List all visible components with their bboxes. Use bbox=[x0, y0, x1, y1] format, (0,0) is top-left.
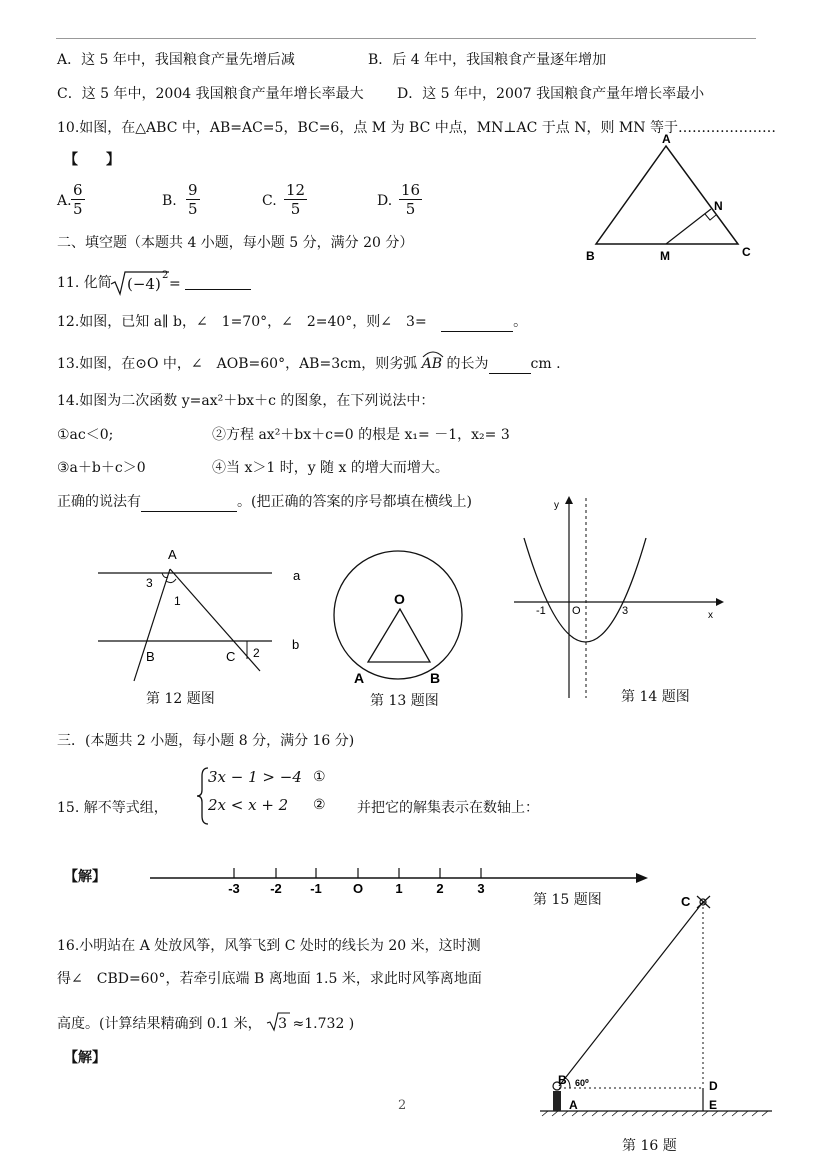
fig14-caption: 第 14 题图 bbox=[621, 689, 690, 705]
number-line-tick-label: 1 bbox=[395, 881, 403, 896]
q11-equals: = bbox=[169, 276, 181, 292]
q10-choice-c bbox=[262, 181, 322, 223]
q15-mark-2: ② bbox=[313, 797, 326, 813]
fig16-label-a: A bbox=[569, 1098, 578, 1112]
q12-end: 。 bbox=[513, 314, 528, 330]
denominator: 5 bbox=[73, 200, 83, 218]
q9-option-b: B．后 4 年中，我国粮食产量逐年增加 bbox=[368, 52, 607, 68]
q13-text bbox=[57, 355, 561, 374]
x-axis-arrow bbox=[716, 598, 724, 606]
q14-statement-3: ③a＋b＋c＞0 bbox=[57, 460, 146, 476]
numerator: 12 bbox=[286, 181, 306, 199]
q16-line-3-text: 高度。(计算结果精确到 0.1 米， bbox=[57, 1016, 262, 1032]
fraction bbox=[399, 181, 422, 218]
q11 bbox=[57, 270, 287, 296]
fig13-caption: 第 13 题图 bbox=[370, 693, 439, 709]
q11-exponent: 2 bbox=[162, 270, 169, 281]
q12-answer-blank[interactable] bbox=[441, 313, 513, 332]
angle-1-arc bbox=[166, 579, 176, 583]
fig12-label-a-line: a bbox=[293, 568, 301, 583]
fig16-label-d: D bbox=[709, 1079, 718, 1093]
q16-line-3 bbox=[57, 1015, 354, 1033]
fig14-label-y: y bbox=[554, 500, 559, 511]
q12-text bbox=[57, 313, 527, 332]
fig13-circle bbox=[330, 545, 480, 695]
numerator: 6 bbox=[73, 181, 83, 199]
q13-answer-blank[interactable] bbox=[489, 355, 531, 374]
q11-answer-blank[interactable] bbox=[185, 289, 251, 290]
fig14-label-3: 3 bbox=[622, 605, 629, 617]
number-line-tick-label: 3 bbox=[477, 881, 485, 896]
q9-option-d: D．这 5 年中，2007 我国粮食产量年增长率最小 bbox=[397, 86, 705, 102]
q15-prefix: 15. 解不等式组， bbox=[57, 800, 168, 816]
fig12-label-1: 1 bbox=[174, 594, 181, 608]
right-angle-mark bbox=[705, 214, 716, 220]
q14-stem: 14.如图为二次函数 y=ax²＋bx＋c 的图象，在下列说法中： bbox=[57, 393, 435, 409]
numerator: 9 bbox=[188, 181, 198, 199]
segment-mn bbox=[666, 209, 711, 244]
section-3-heading: 三．(本题共 2 小题，每小题 8 分，满分 16 分) bbox=[57, 733, 355, 749]
label-c: C bbox=[742, 245, 751, 259]
denominator: 5 bbox=[290, 200, 301, 218]
q14-answer-blank[interactable] bbox=[141, 493, 237, 512]
fig14-label-origin: O bbox=[572, 605, 581, 617]
q13-mid: 的长为 bbox=[446, 356, 489, 372]
fraction bbox=[186, 181, 200, 218]
denominator: 5 bbox=[188, 200, 198, 218]
q11-radicand: (−4) bbox=[127, 275, 161, 293]
q13-stem: 13.如图，在⊙O 中，∠ AOB=60°，AB=3cm，则劣弧 bbox=[57, 356, 418, 372]
fig12-label-b-point: B bbox=[146, 649, 155, 664]
triangle-abc bbox=[596, 146, 738, 244]
triangle-oab bbox=[368, 609, 430, 662]
page-number: 2 bbox=[398, 1098, 407, 1113]
q10-choice-b bbox=[162, 181, 222, 223]
fig12-parallel-lines bbox=[90, 545, 320, 705]
q14-answer-label: 正确的说法有 bbox=[57, 494, 141, 510]
q15-instruction: 并把它的解集表示在数轴上： bbox=[357, 800, 539, 816]
arc-mark bbox=[422, 350, 444, 358]
fig16-caption: 第 16 题 bbox=[622, 1138, 677, 1154]
number-line-arrow bbox=[636, 873, 648, 883]
q14-statement-1: ①ac＜0; bbox=[57, 427, 114, 443]
kite-string-bc bbox=[559, 902, 703, 1086]
q15-mark-1: ① bbox=[313, 769, 326, 785]
label-b: B bbox=[586, 249, 595, 263]
label-n: N bbox=[714, 199, 723, 213]
label-a: A bbox=[662, 132, 671, 146]
fraction bbox=[71, 181, 85, 218]
q16-line-1: 16.小明站在 A 处放风筝，风筝飞到 C 处时的线长为 20 米，这时测 bbox=[57, 938, 481, 954]
q9-option-c: C．这 5 年中，2004 我国粮食产量年增长率最大 bbox=[57, 86, 364, 102]
q15-inequality-2: 2x < x + 2 bbox=[208, 796, 289, 814]
q15-inequality-1: 3x − 1 > −4 bbox=[208, 768, 302, 786]
q10-choice-d bbox=[377, 181, 437, 223]
fig12-label-a-point: A bbox=[168, 547, 177, 562]
q16-sqrt bbox=[266, 1015, 288, 1033]
q14-answer-hint: 。(把正确的答案的序号都填在横线上) bbox=[237, 494, 472, 510]
q10-stem: 10.如图，在△ABC 中，AB=AC=5，BC=6，点 M 为 BC 中点，MN⊥AC 于点 N，则 MN 等于………………… bbox=[57, 120, 776, 136]
q16-solution-label: 【解】 bbox=[64, 1050, 106, 1066]
fig16-kite bbox=[540, 890, 780, 1130]
fig13-label-o: O bbox=[394, 591, 405, 607]
fig14-label-neg1: -1 bbox=[536, 605, 546, 617]
fig16-label-b: B bbox=[558, 1073, 567, 1087]
kite-shape bbox=[697, 896, 710, 908]
fig16-label-c: C bbox=[681, 894, 691, 909]
numerator: 16 bbox=[401, 181, 421, 199]
q16-sqrt-value: 3 bbox=[278, 1016, 288, 1032]
fig14-parabola bbox=[510, 490, 730, 700]
number-line-tick-label: -3 bbox=[228, 881, 240, 896]
q16-approx: ≈1.732 ) bbox=[292, 1016, 355, 1032]
fig13-label-b: B bbox=[430, 670, 441, 686]
section-2-heading: 二、填空题（本题共 4 小题，每小题 5 分，满分 20 分） bbox=[57, 235, 414, 251]
fig12-label-c-point: C bbox=[226, 649, 236, 664]
label-m: M bbox=[660, 249, 670, 263]
q16-line-2: 得∠ CBD=60°，若牵引底端 B 离地面 1.5 米，求此时风筝离地面 bbox=[57, 971, 482, 987]
q10-answer-bracket: 【 】 bbox=[64, 152, 120, 168]
q14-statement-2: ②方程 ax²＋bx＋c=0 的根是 x₁= －1，x₂= 3 bbox=[212, 427, 510, 443]
choice-letter: C. bbox=[262, 193, 277, 209]
number-line-tick-label: 2 bbox=[436, 881, 444, 896]
q12-stem: 12.如图，已知 a∥ b，∠ 1=70°，∠ 2=40°，则∠ 3= bbox=[57, 314, 427, 330]
q10-triangle-figure bbox=[580, 134, 780, 274]
top-rule bbox=[56, 38, 756, 39]
q10-choice-a bbox=[57, 181, 117, 223]
fig12-label-3: 3 bbox=[146, 576, 153, 590]
q9-option-a: A．这 5 年中，我国粮食产量先增后减 bbox=[57, 52, 295, 68]
fraction bbox=[284, 181, 307, 218]
number-line-tick-label: -1 bbox=[310, 881, 322, 896]
choice-letter: A. bbox=[57, 193, 72, 209]
choice-letter: D. bbox=[377, 193, 393, 209]
y-axis-arrow bbox=[565, 496, 573, 504]
fig13-label-a: A bbox=[354, 670, 365, 686]
q13-arc-label: AB bbox=[421, 356, 443, 372]
fig12-caption: 第 12 题图 bbox=[146, 691, 215, 707]
parabola-curve bbox=[524, 538, 646, 642]
circle-o bbox=[334, 551, 462, 679]
number-line-tick-label: O bbox=[352, 881, 364, 896]
q14-answer-line bbox=[57, 493, 472, 512]
choice-letter: B. bbox=[162, 193, 177, 209]
q15-solution-label: 【解】 bbox=[64, 869, 106, 885]
fig16-label-e: E bbox=[709, 1098, 718, 1112]
fig14-label-x: x bbox=[708, 610, 713, 621]
fig12-label-2: 2 bbox=[253, 646, 260, 660]
q15-caption: 第 15 题图 bbox=[533, 892, 602, 908]
q13-unit: cm . bbox=[530, 356, 561, 372]
q13-arc bbox=[422, 356, 447, 372]
denominator: 5 bbox=[405, 200, 416, 218]
fig12-label-b-line: b bbox=[292, 637, 300, 652]
number-line-tick-label: -2 bbox=[270, 881, 282, 896]
q14-statement-4: ④当 x＞1 时，y 随 x 的增大而增大。 bbox=[212, 460, 449, 476]
fig16-label-angle: 60⁰ bbox=[575, 1078, 589, 1088]
q11-prefix: 11. 化简 bbox=[57, 275, 112, 291]
